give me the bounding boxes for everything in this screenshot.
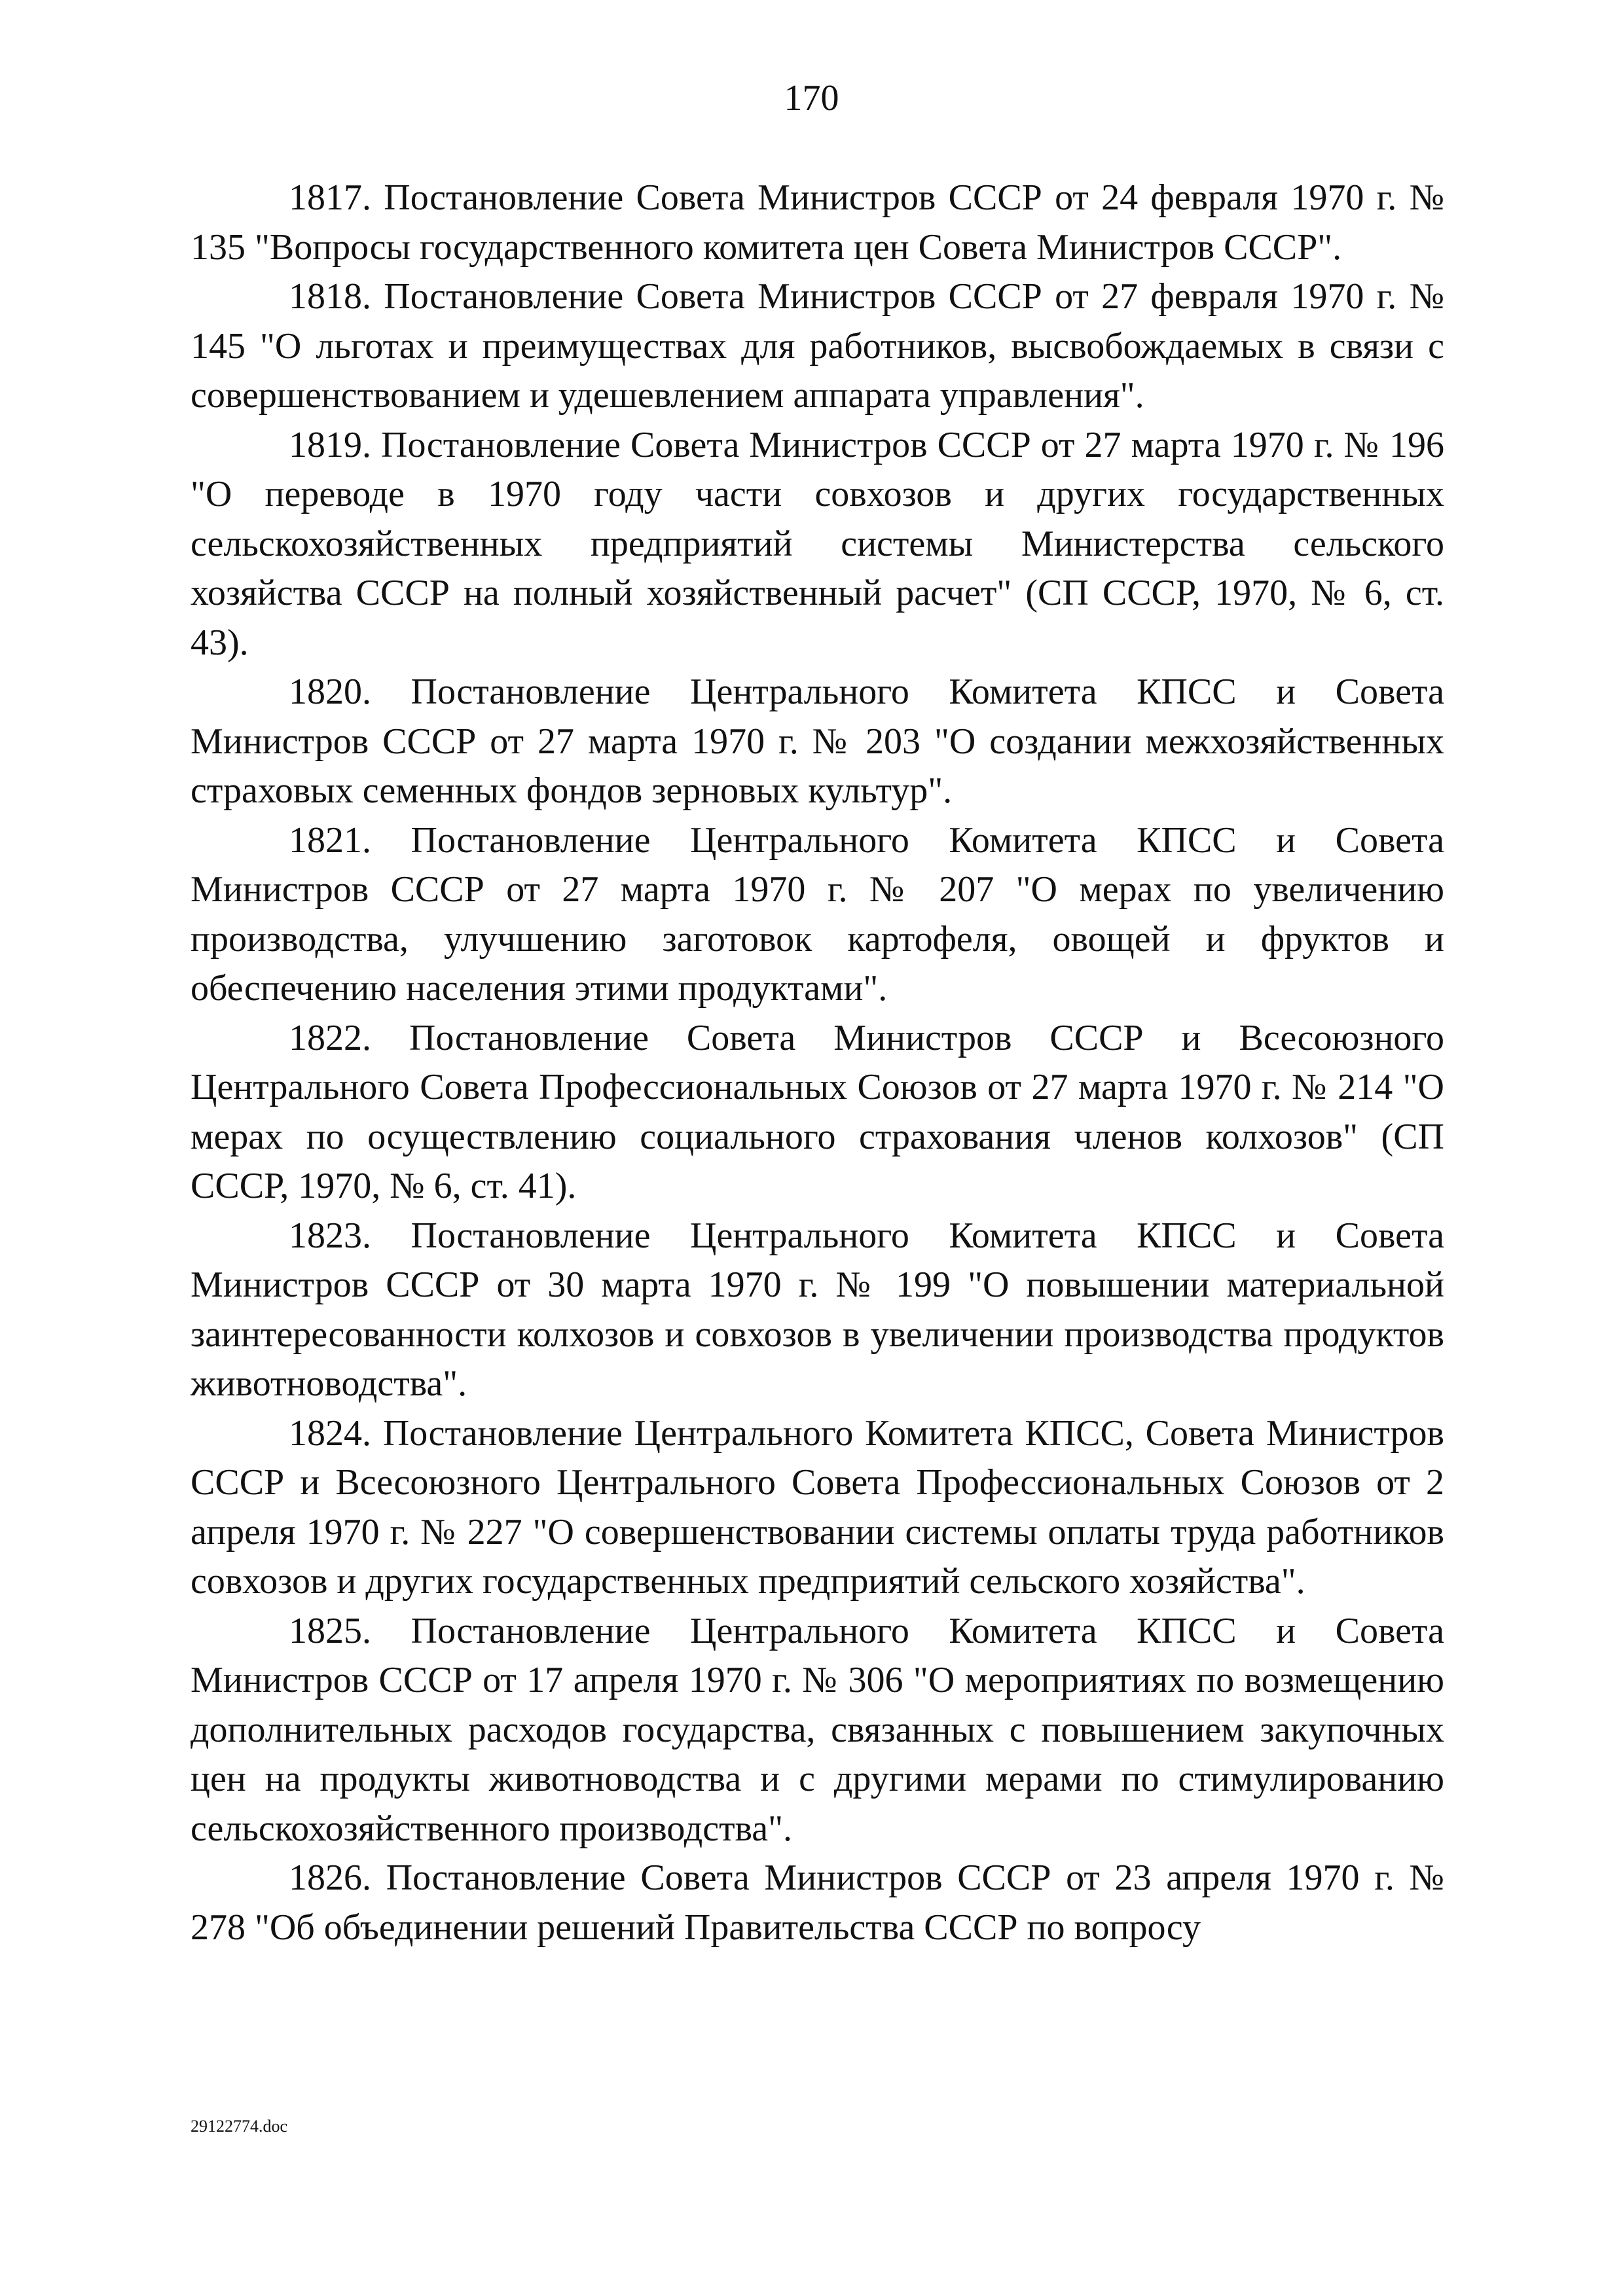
page-number: 170 (784, 78, 839, 118)
document-body (191, 173, 1444, 1952)
paragraph-1824: 1824. Постановление Центрального Комитета КПСС, Совета Министров СССР и Всесоюзного Центрального Совета Профессиональных Союзов от 2 апреля 1970 г. № 227 "О совершенствовании системы оплаты труда работников совхозов и других государственных предприятий сельского хозяйства". (191, 1412, 1444, 1602)
paragraph-1819: 1819. Постановление Совета Министров СССР от 27 марта 1970 г. № 196 "О переводе в 1970 году части совхозов и других государственных сельскохозяйственных предприятий системы Министерства сельского хозяйства СССР на полный хозяйственный расчет" (СП СССР, 1970, № 6, ст. 43). (191, 424, 1444, 663)
document-file-code: 29122774.doc (191, 2117, 288, 2136)
paragraph-1822: 1822. Постановление Совета Министров СССР и Всесоюзного Центрального Совета Профессиональных Союзов от 27 марта 1970 г. № 214 "О мерах по осуществлению социального страхования членов колхозов" (СП СССР, 1970, № 6, ст. 41). (191, 1017, 1444, 1206)
paragraph-1825: 1825. Постановление Центрального Комитета КПСС и Совета Министров СССР от 17 апреля 1970 г. № 306 "О мероприятиях по возмещению дополнительных расходов государства, связанных с повышением закупочных цен на продукты животноводства и с другими мерами по стимулированию сельскохозяйственного производства". (191, 1610, 1444, 1849)
paragraph-1820: 1820. Постановление Центрального Комитета КПСС и Совета Министров СССР от 27 марта 1970 г. № 203 "О создании межхозяйственных страховых семенных фондов зерновых культур". (191, 672, 1444, 811)
paragraph-1818: 1818. Постановление Совета Министров СССР от 27 февраля 1970 г. № 145 "О льготах и преимуществах для работников, высвобождаемых в связи с совершенствованием и удешевлением аппарата управления". (191, 276, 1444, 416)
paragraph-1821: 1821. Постановление Центрального Комитета КПСС и Совета Министров СССР от 27 марта 1970 г. № 207 "О мерах по увеличению производства, улучшению заготовок картофеля, овощей и фруктов и обеспечению населения этими продуктами". (191, 819, 1444, 1009)
paragraph-1823: 1823. Постановление Центрального Комитета КПСС и Совета Министров СССР от 30 марта 1970 г. № 199 "О повышении материальной заинтересованности колхозов и совхозов в увеличении производства продуктов животноводства". (191, 1215, 1444, 1404)
paragraph-1817: 1817. Постановление Совета Министров СССР от 24 февраля 1970 г. № 135 "Вопросы государственного комитета цен Совета Министров СССР". (191, 177, 1444, 268)
paragraph-1826: 1826. Постановление Совета Министров СССР от 23 апреля 1970 г. № 278 "Об объединении решений Правительства СССР по вопросу (191, 1857, 1444, 1948)
